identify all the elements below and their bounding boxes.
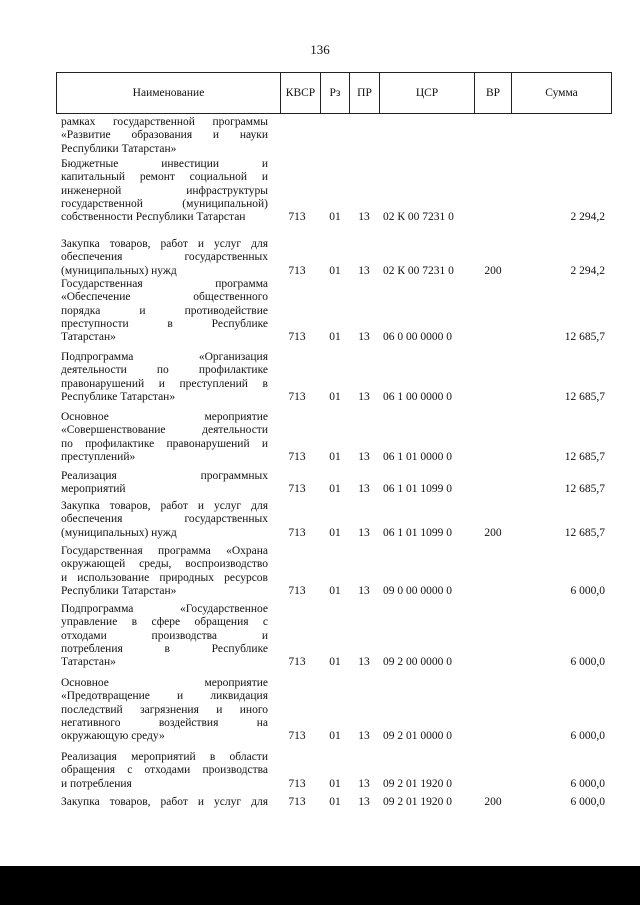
cell-csr: 02 К 00 7231 0 <box>383 211 454 224</box>
row-name-line: Подпрограмма «Организация <box>61 351 268 363</box>
cell-rz: 01 <box>329 656 341 669</box>
cell-kvsr: 713 <box>288 483 306 496</box>
cell-rz: 01 <box>329 211 341 224</box>
row-name <box>61 238 268 278</box>
row-name-line: Республики Татарстан» <box>61 584 177 597</box>
cell-rz: 01 <box>329 450 341 463</box>
cell-kvsr: 713 <box>288 796 306 808</box>
cell-pr: 13 <box>358 777 370 790</box>
cell-pr: 13 <box>358 526 370 539</box>
cell-vr: 200 <box>484 796 502 808</box>
cell-vr: 200 <box>484 264 502 277</box>
bottom-border <box>0 866 640 905</box>
cell-pr: 13 <box>358 584 370 597</box>
cell-rz: 01 <box>329 483 341 496</box>
cell-pr: 13 <box>358 796 370 808</box>
cell-pr: 13 <box>358 390 370 403</box>
cell-sum: 6 000,0 <box>570 796 605 808</box>
row-name-line: Закупка товаров, работ и услуг для <box>61 238 268 250</box>
cell-sum: 2 294,2 <box>570 264 605 277</box>
cell-pr: 13 <box>358 264 370 277</box>
cell-pr: 13 <box>358 656 370 669</box>
cell-sum: 6 000,0 <box>570 584 605 597</box>
cell-pr: 13 <box>358 483 370 496</box>
cell-rz: 01 <box>329 331 341 344</box>
row-name-line: преступлений» <box>61 450 136 463</box>
cell-sum: 12 685,7 <box>564 390 605 403</box>
row-name-line: правонарушений и преступлений в <box>61 377 268 390</box>
cell-pr: 13 <box>358 730 370 743</box>
row-name-line: Татарстан» <box>61 656 116 669</box>
cell-rz: 01 <box>329 584 341 597</box>
header-vr: ВР <box>474 73 511 113</box>
row-name-line: обращения с отходами производства <box>61 764 268 777</box>
header-sum: Сумма <box>511 73 611 113</box>
row-name <box>61 411 268 464</box>
row-name-line: по профилактике правонарушений и <box>61 437 268 450</box>
header-kvsr: КВСР <box>280 73 320 113</box>
cell-kvsr: 713 <box>288 450 306 463</box>
cell-kvsr: 713 <box>288 264 306 277</box>
cell-sum: 12 685,7 <box>564 450 605 463</box>
cell-pr: 13 <box>358 331 370 344</box>
header-name: Наименование <box>132 87 205 99</box>
cell-csr: 09 2 01 1920 0 <box>383 777 452 790</box>
row-name <box>61 500 268 540</box>
cell-rz: 01 <box>329 796 341 808</box>
cell-rz: 01 <box>329 264 341 277</box>
cell-kvsr: 713 <box>288 656 306 669</box>
header-pr: ПР <box>349 73 379 113</box>
row-name-line: Государственная программа <box>61 278 268 290</box>
cell-rz: 01 <box>329 526 341 539</box>
cell-kvsr: 713 <box>288 584 306 597</box>
cell-sum: 12 685,7 <box>564 526 605 539</box>
row-name-line: «Обеспечение общественного <box>61 291 268 304</box>
cell-kvsr: 713 <box>288 777 306 790</box>
page-number: 136 <box>310 42 330 57</box>
row-name-line: собственности Республики Татарстан <box>61 211 246 224</box>
cell-csr: 06 0 00 0000 0 <box>383 331 452 344</box>
row-name-line: окружающую среду» <box>61 730 165 743</box>
cell-csr: 09 2 01 0000 0 <box>383 730 452 743</box>
cell-kvsr: 713 <box>288 211 306 224</box>
cell-sum: 12 685,7 <box>564 331 605 344</box>
row-name-line: Основное мероприятие <box>61 411 268 423</box>
row-name-line: последствий загрязнения и иного <box>61 703 268 716</box>
row-name-line: и использование природных ресурсов <box>61 571 268 584</box>
cell-sum: 12 685,7 <box>564 483 605 496</box>
row-name-line: негативного воздействия на <box>61 716 268 729</box>
row-name-line: (муниципальных) нужд <box>61 264 177 277</box>
cell-csr: 06 1 01 1099 0 <box>383 526 452 539</box>
row-name <box>61 278 268 344</box>
cell-csr: 02 К 00 7231 0 <box>383 264 454 277</box>
row-name-line: окружающей среды, воспроизводство <box>61 558 268 571</box>
cell-rz: 01 <box>329 390 341 403</box>
cell-sum: 2 294,2 <box>570 211 605 224</box>
row-name-line: потребления в Республике <box>61 642 268 655</box>
cell-kvsr: 713 <box>288 526 306 539</box>
cell-csr: 09 2 01 1920 0 <box>383 796 452 808</box>
cell-pr: 13 <box>358 211 370 224</box>
row-name <box>61 470 268 497</box>
row-name-line: Республике Татарстан» <box>61 390 176 403</box>
cell-csr: 06 1 00 0000 0 <box>383 390 452 403</box>
cell-pr: 13 <box>358 450 370 463</box>
row-name-line: Государственная программа «Охрана <box>61 545 268 557</box>
row-name-line: Основное мероприятие <box>61 677 268 689</box>
cell-kvsr: 713 <box>288 331 306 344</box>
row-name <box>61 351 268 404</box>
row-name-line: Бюджетные инвестиции и <box>61 158 268 170</box>
row-name-line: Республики Татарстан» <box>61 142 177 155</box>
row-name-line: Реализация мероприятий в области <box>61 751 268 763</box>
row-name <box>61 158 268 224</box>
row-name-line: отходами производства и <box>61 629 268 642</box>
cell-csr: 06 1 01 1099 0 <box>383 483 452 496</box>
row-name-line: Татарстан» <box>61 331 116 344</box>
cell-sum: 6 000,0 <box>570 656 605 669</box>
cell-csr: 09 2 00 0000 0 <box>383 656 452 669</box>
row-name-line: Закупка товаров, работ и услуг для <box>61 500 268 512</box>
row-name-line: преступности в Республике <box>61 317 268 330</box>
cell-rz: 01 <box>329 777 341 790</box>
row-name-line: обеспечения государственных <box>61 251 268 264</box>
row-name <box>61 603 268 669</box>
row-name <box>61 677 268 743</box>
cell-kvsr: 713 <box>288 390 306 403</box>
row-name-line: и потребления <box>61 777 132 790</box>
row-name-line: государственной (муниципальной) <box>61 197 268 210</box>
row-name-line: Закупка товаров, работ и услуг для <box>61 796 268 808</box>
cell-vr: 200 <box>484 526 502 539</box>
row-name-line: «Совершенствование деятельности <box>61 424 268 437</box>
cell-kvsr: 713 <box>288 730 306 743</box>
row-name-line: «Развитие образования и науки <box>61 129 268 142</box>
row-name-line: обеспечения государственных <box>61 513 268 526</box>
row-name-line: порядка и противодействие <box>61 304 268 317</box>
cell-sum: 6 000,0 <box>570 730 605 743</box>
row-name <box>61 545 268 598</box>
row-name <box>61 751 268 791</box>
row-name-line: Реализация программных <box>61 470 268 482</box>
cell-csr: 06 1 01 0000 0 <box>383 450 452 463</box>
row-name <box>61 116 268 156</box>
row-name-line: мероприятий <box>61 483 126 496</box>
cell-rz: 01 <box>329 730 341 743</box>
table-header <box>56 72 612 114</box>
row-name-line: «Предотвращение и ликвидация <box>61 690 268 703</box>
cell-csr: 09 0 00 0000 0 <box>383 584 452 597</box>
cell-sum: 6 000,0 <box>570 777 605 790</box>
row-name-line: рамках государственной программы <box>61 116 268 128</box>
row-name-line: Подпрограмма «Государственное <box>61 603 268 615</box>
row-name-line: (муниципальных) нужд <box>61 526 177 539</box>
header-csr: ЦСР <box>379 73 474 113</box>
row-name-line: инженерной инфраструктуры <box>61 184 268 197</box>
header-rz: Рз <box>320 73 349 113</box>
row-name <box>61 796 268 809</box>
row-name-line: деятельности по профилактике <box>61 364 268 377</box>
row-name-line: управление в сфере обращения с <box>61 616 268 629</box>
row-name-line: капитальный ремонт социальной и <box>61 171 268 184</box>
